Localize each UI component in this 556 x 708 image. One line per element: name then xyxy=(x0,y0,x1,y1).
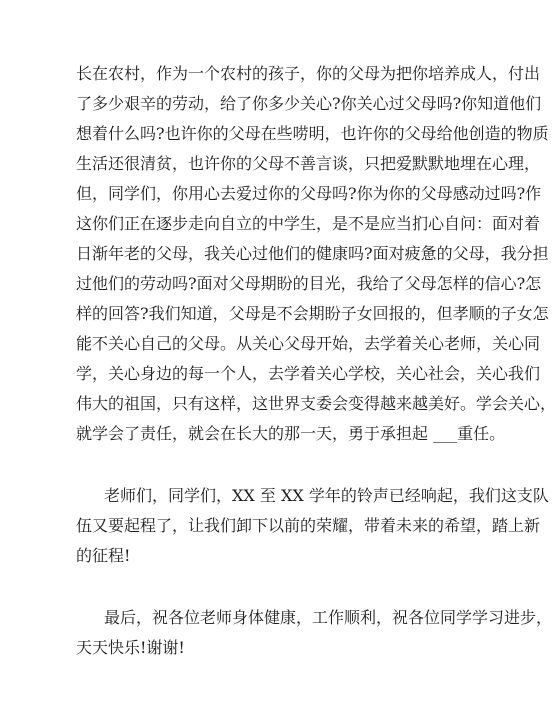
paragraph-1-line-9: 样的回答?我们知道，父母是不会期盼子女回报的，但孝顺的子女怎 xyxy=(76,304,549,323)
paragraph-3-line-1: 最后，祝各位老师身体健康，工作顺利，祝各位同学学习进步， xyxy=(104,608,553,627)
paragraph-1-line-1: 长在农村，作为一个农村的孩子，你的父母为把你培养成人，付出 xyxy=(76,64,541,83)
paragraph-1-line-7: 日渐年老的父母，我关心过他们的健康吗?面对疲惫的父母，我分担 xyxy=(76,244,549,263)
paragraph-1-line-12: 伟大的祖国，只有这样，这世界支委会变得越来越美好。学会关心， xyxy=(76,394,556,413)
paragraph-1-line-10: 能不关心自己的父母。从关心父母开始，去学着关心老师，关心同 xyxy=(76,334,541,353)
paragraph-1-line-5: 但，同学们，你用心去爱过你的父母吗?你为你的父母感动过吗?作 xyxy=(76,184,542,203)
paragraph-2-line-1: 老师们，同学们，XX 至 XX 学年的铃声已经响起，我们这支队 xyxy=(104,486,549,505)
paragraph-1-line-11: 学，关心身边的每一个人，去学着关心学校，关心社会，关心我们 xyxy=(76,364,541,383)
paragraph-1-line-3: 想着什么吗?也许你的父母在些唠明，也许你的父母给他创造的物质 xyxy=(76,124,549,143)
paragraph-1-line-13: 就学会了责任，就会在长大的那一天，勇于承担起 ___重任。 xyxy=(76,424,506,443)
paragraph-1-line-6: 这你们正在逐步走向自立的中学生，是不是应当扪心自问：面对着 xyxy=(76,214,541,233)
paragraph-2-line-2: 伍又要起程了，让我们卸下以前的荣耀，带着未来的希望，踏上新 xyxy=(76,516,541,535)
paragraph-2-line-3: 的征程! xyxy=(76,546,131,565)
paragraph-1-line-4: 生活还很清贫，也许你的父母不善言谈，只把爱默默地埋在心理， xyxy=(76,154,541,173)
paragraph-3-line-2: 天天快乐!谢谢! xyxy=(76,638,185,657)
paragraph-1-line-8: 过他们的劳动吗?面对父母期盼的目光，我给了父母怎样的信心?怎 xyxy=(76,274,542,293)
paragraph-1-line-2: 了多少艰辛的劳动，给了你多少关心?你关心过父母吗?你知道他们 xyxy=(76,94,542,113)
